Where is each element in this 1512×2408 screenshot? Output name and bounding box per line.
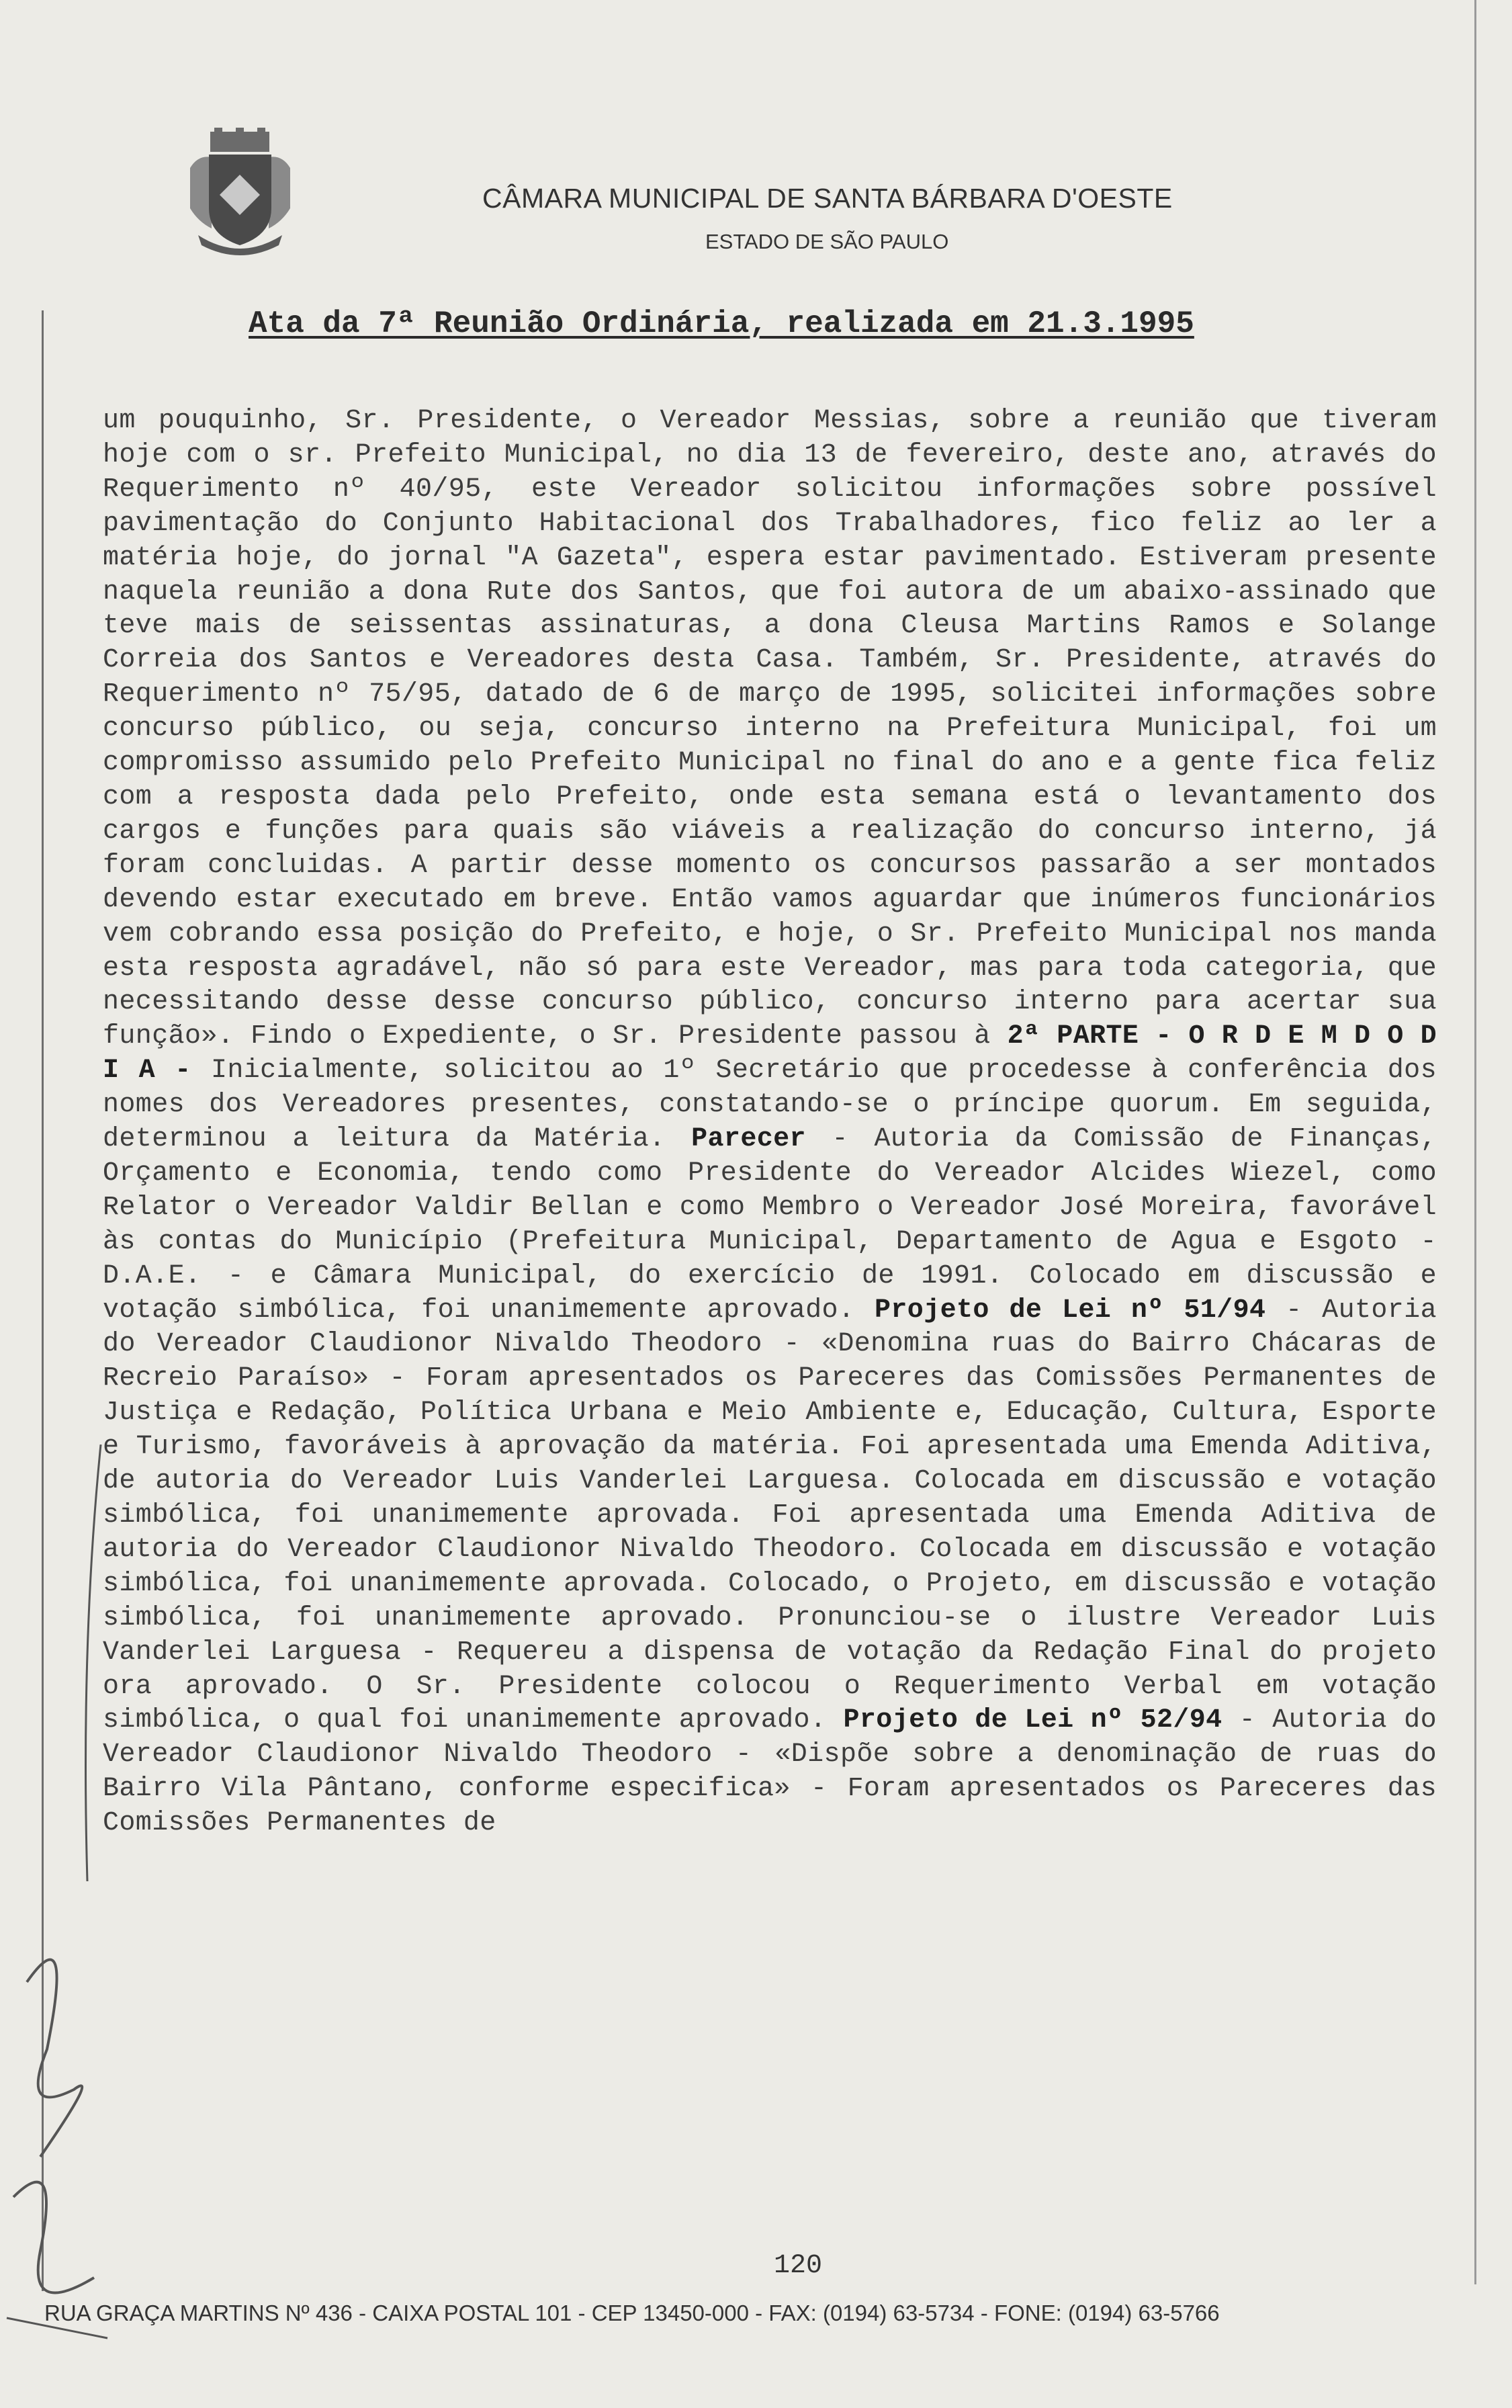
municipal-crest-icon <box>185 128 296 255</box>
paragraph: um pouquinho, Sr. Presidente, o Vereador Messias, sobre a reunião que tiveram hoje com o sr. Prefeito Municipal, no dia 13 de fevereiro, deste ano, através do Requerimento nº 40/95, este Vereador solicitou informações sobre possível pavimentação do Conjunto Habitacional dos Trabalhadores, fico feliz ao ler a matéria hoje, do jornal "A Gazeta", espera estar pavimentado. Estiveram presente naquela reunião a dona Rute dos Santos, que foi autora de um abaixo-assinado que teve mais de seissentas assinaturas, a dona Cleusa Martins Ramos e Solange Correia dos Santos e Vereadores desta Casa. Também, Sr. Presidente, através do Requerimento nº 75/95, datado de 6 de março de 1995, solicitei informações sobre concurso público, ou seja, concurso interno na Prefeitura Municipal, foi um compromisso assumido pelo Prefeito Municipal no final do ano e a gente fica feliz com a resposta dada pelo Prefeito, onde esta semana está o levantamento dos cargos e funções para quais são viáveis a realização do concurso interno, já foram concluidas. A partir desse momento os concursos passarão a ser montados devendo estar executado em breve. Então vamos aguardar que inúmeros funcionários vem cobrando essa posição do Prefeito, e hoje, o Sr. Prefeito Municipal nos manda esta resposta agradável, não só para este Vereador, mas para toda categoria, que necessitando desse desse concurso público, concurso interno para acertar sua função». Findo o Expediente, o Sr. Presidente passou à <box>103 406 1437 1052</box>
document-title: Ata da 7ª Reunião Ordinária, realizada em 21.3.1995 <box>249 306 1194 341</box>
paragraph: - Autoria do Vereador Claudionor Nivaldo Theodoro - «Dispõe sobre a denominação de ruas do Bairro Vila Pântano, conforme especifica» - Foram apresentados os Pareceres das Comissões Permanentes de <box>103 1705 1437 1839</box>
item-label-projeto-52: Projeto de Lei nº 52/94 <box>843 1705 1239 1736</box>
item-label-projeto-51: Projeto de Lei nº 51/94 <box>874 1295 1286 1326</box>
handwritten-signature <box>0 1445 114 2352</box>
paragraph: - Autoria da Comissão de Finanças, Orçamento e Economia, tendo como Presidente do Vereador Alcides Wiezel, como Relator o Vereador Valdir Bellan e como Membro o Vereador José Moreira, favorável às contas do Município (Prefeitura Municipal, Departamento de Agua e Esgoto - D.A.E. - e Câmara Municipal, do exercício de 1991. Colocado em discussão e votação simbólica, foi unanimemente aprovado. <box>103 1124 1437 1326</box>
right-margin-line <box>1474 0 1476 2284</box>
state-name: ESTADO DE SÃO PAULO <box>705 230 949 253</box>
page-number: 120 <box>774 2251 823 2281</box>
item-label-parecer: Parecer <box>691 1124 832 1155</box>
institution-name: CÂMARA MUNICIPAL DE SANTA BÁRBARA D'OESTE <box>482 183 1173 214</box>
paragraph: - Autoria do Vereador Claudionor Nivaldo Theodoro - «Denomina ruas do Bairro Chácaras de Recreio Paraíso» - Foram apresentados os Pareceres das Comissões Permanentes de Justiça e Redação, Política Urbana e Meio Ambiente e, Educação, Cultura, Esporte e Turismo, favoráveis à aprovação da matéria. Foi apresentada uma Emenda Aditiva, de autoria do Vereador Luis Vanderlei Larguesa. Colocada em discussão e votação simbólica, foi unanimemente aprovada. Foi apresentada uma Emenda Aditiva de autoria do Vereador Claudionor Nivaldo Theodoro. Colocada em discussão e votação simbólica, foi unanimemente aprovada. Colocado, o Projeto, em discussão e votação simbólica, foi unanimemente aprovado. Pronunciou-se o ilustre Vereador Luis Vanderlei Larguesa - Requereu a dispensa de votação da Redação Final do projeto ora aprovado. O Sr. Presidente colocou o Requerimento Verbal em votação simbólica, o qual foi unanimemente aprovado. <box>103 1295 1437 1736</box>
footer-address: RUA GRAÇA MARTINS Nº 436 - CAIXA POSTAL 101 - CEP 13450-000 - FAX: (0194) 63-5734 - FONE: (0194) 63-5766 <box>44 2300 1220 2325</box>
section-heading: 2ª PARTE - O R D E M D O D I A - <box>103 1021 1437 1086</box>
minutes-body <box>103 404 1437 1841</box>
paragraph: Inicialmente, solicitou ao 1º Secretário que procedesse à conferência dos nomes dos Vereadores presentes, constatando-se o príncipe quorum. Em seguida, determinou a leitura da Matéria. <box>103 1056 1437 1155</box>
